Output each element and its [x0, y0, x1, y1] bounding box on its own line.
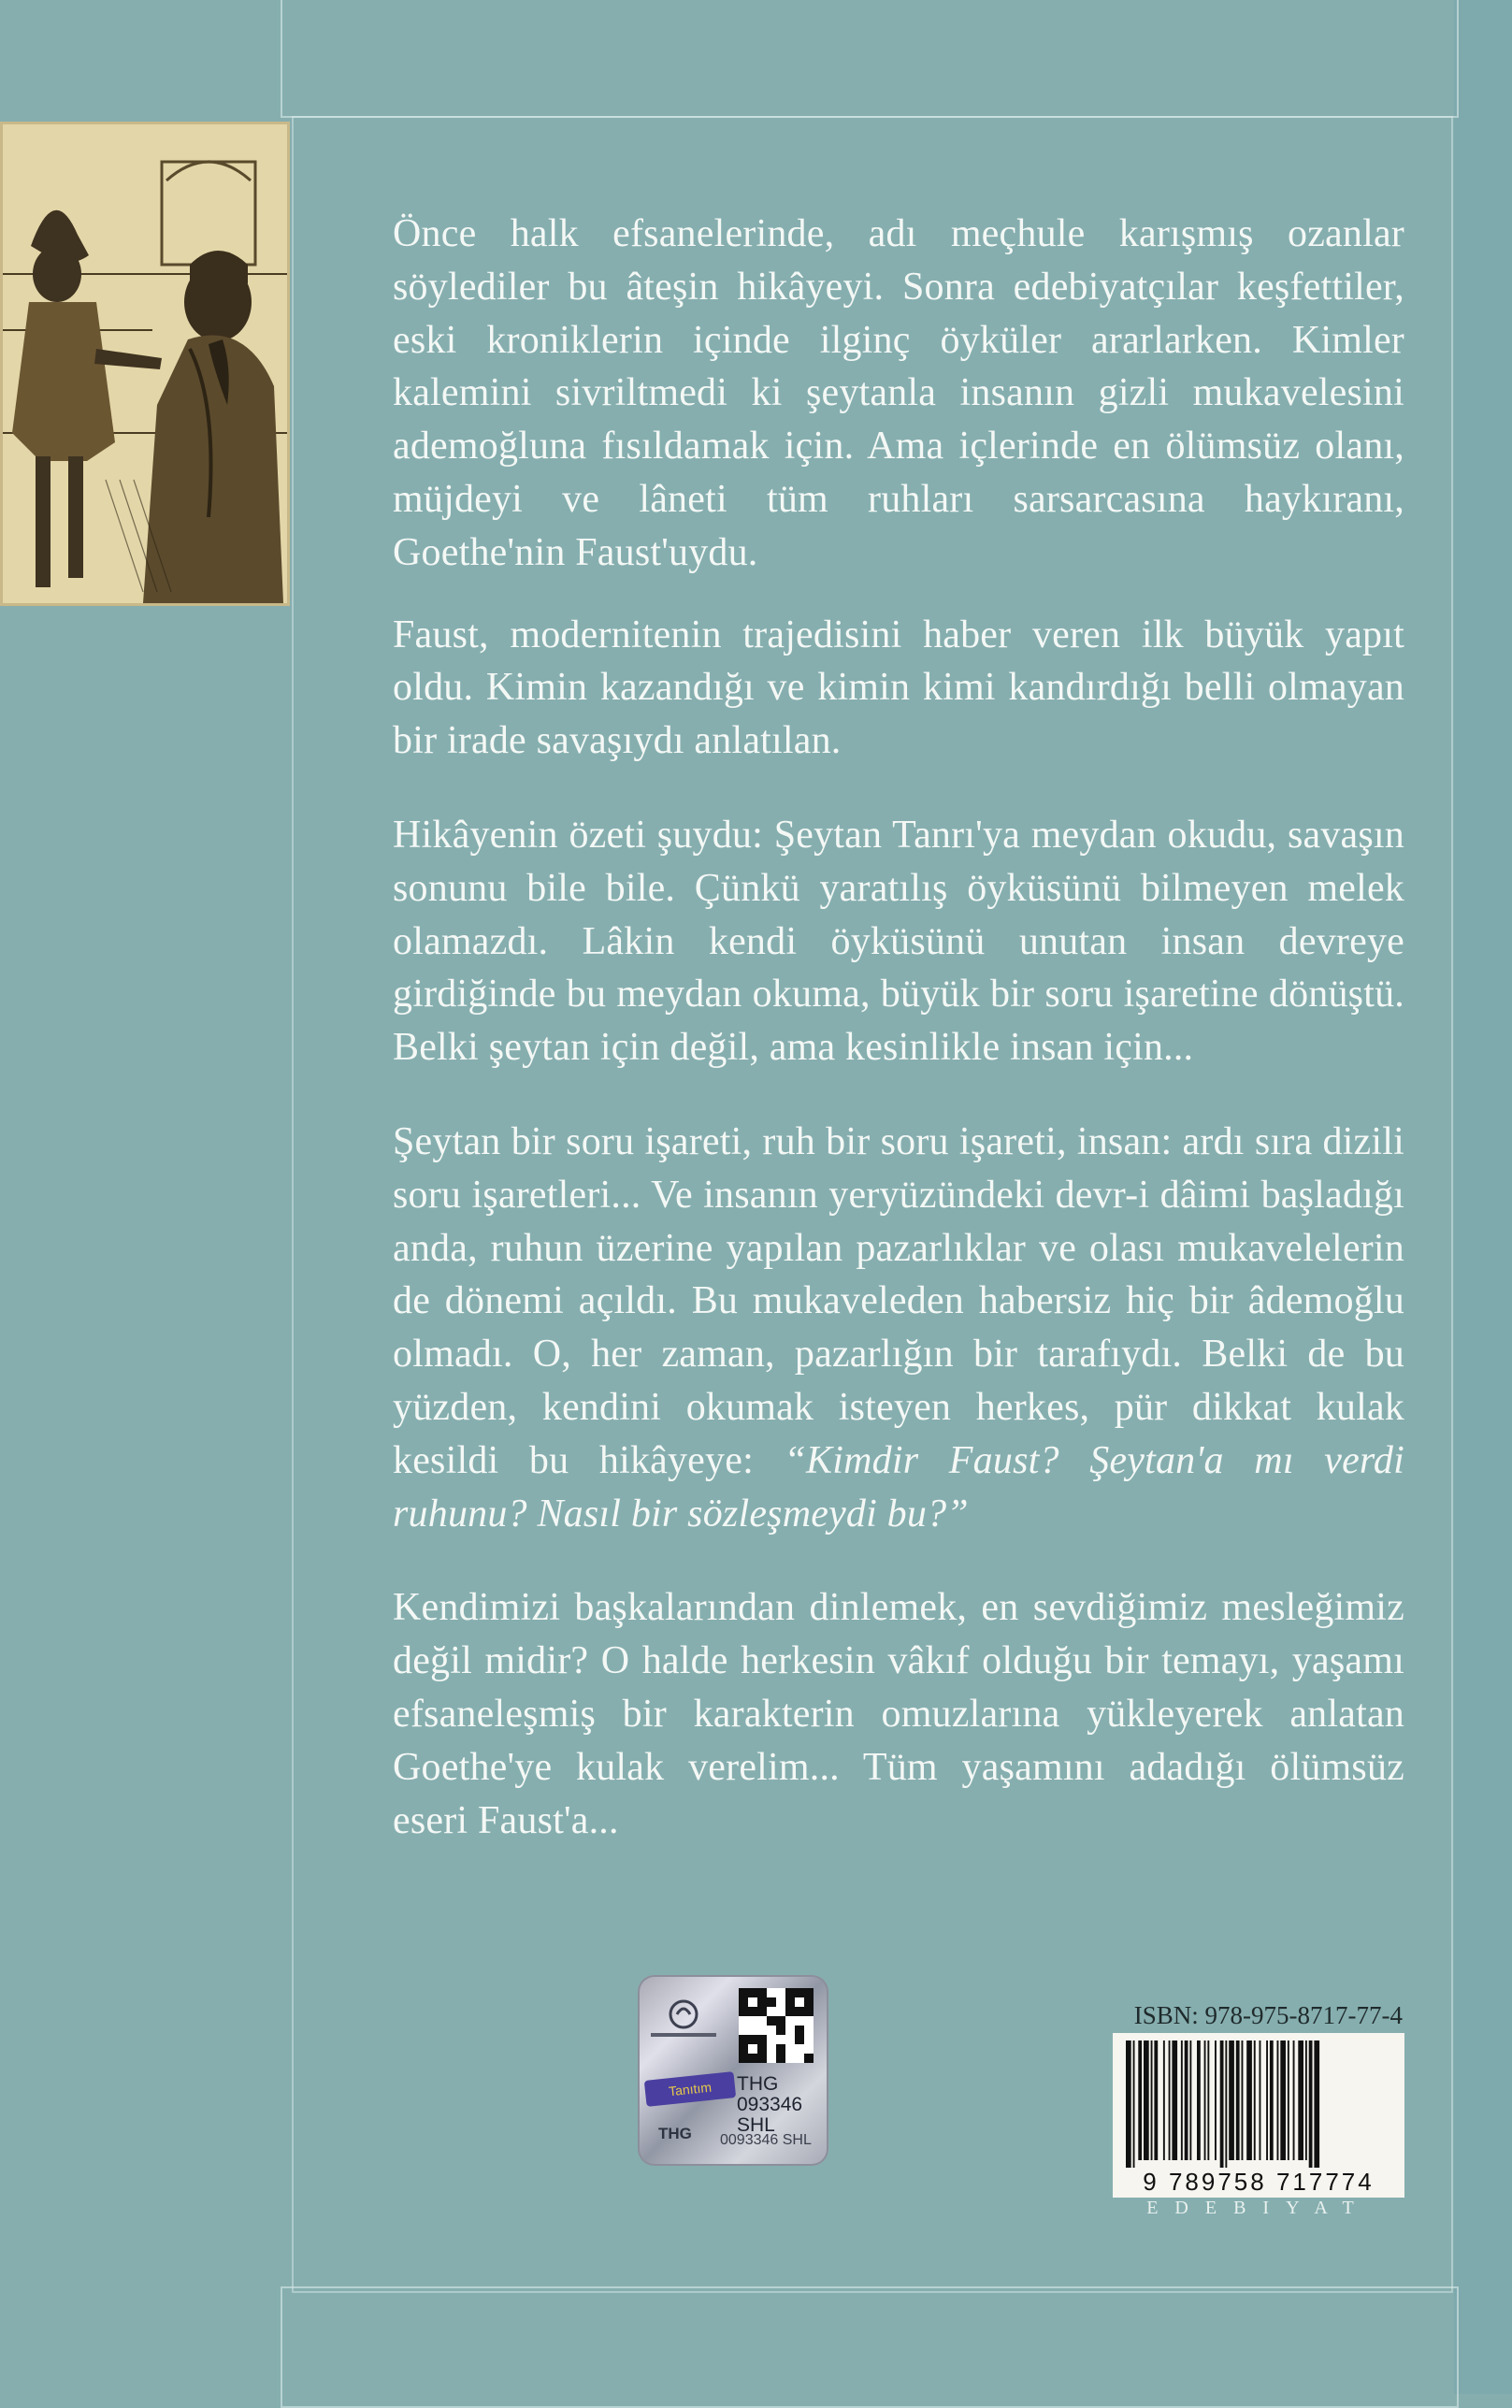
hologram-badge: Tanıtım [644, 2071, 736, 2107]
faust-illustration [0, 122, 290, 606]
engraving-illustration [3, 124, 287, 603]
paragraph-4-quote: “Kimdir Faust? Şeytan'a mı verdi ruhunu? Nasıl bir sözleşmeydi bu?” [393, 1438, 1404, 1536]
paragraph-5: Kendimizi başkalarından dinlemek, en sevdiğimiz mesleğimiz değil midir? O halde herkesin vâkıf olduğu bir temayı, yaşamı efsaneleşmiş bir karakterin omuzlarına yükleyerek anlatan Goethe'ye kulak verelim... Tüm yaşamını adadığı ölümsüz eseri Faust'a... [393, 1586, 1404, 1842]
hologram-bottom-code: 0093346 SHL [720, 2132, 812, 2148]
barcode-icon [1122, 2040, 1395, 2168]
paragraph-4 [393, 1116, 1404, 1540]
hologram-code-line: SHL [737, 2114, 775, 2136]
cover-edge-strip [1454, 0, 1512, 2394]
hologram-left-label: THG [658, 2125, 692, 2142]
qr-code-icon [739, 1988, 814, 2063]
barcode-digits: 9 789758 717774 [1143, 2168, 1375, 2196]
paragraph-2: Faust, modernitenin trajedisini haber veren ilk büyük yapıt oldu. Kimin kazandığı ve kimin kimi kandırdığı belli olmayan bir irade savaşıydı anlatılan. [393, 613, 1404, 763]
paragraph-4-text: Şeytan bir soru işareti, ruh bir soru işareti, insan: ardı sıra dizili soru işaretleri... Ve insanın yeryüzündeki devr-i dâimi başladığı anda, ruhun üzerine yapılan pazarlıklar ve olası mukavelelerin de dönemi açıldı. Bu mukaveleden habersiz hiç bir âdemoğlu olmadı. O, her zaman, pazarlığın bir tarafıydı. Belki de bu yüzden, kendini okumak isteyen herkes, pür dikkat kulak kesildi bu hikâyeye: [393, 1119, 1404, 1482]
paragraph-1: Önce halk efsanelerinde, adı meçhule karışmış ozanlar söylediler bu âteşin hikâyeyi. Sonra edebiyatçılar keşfettiler, eski kroniklerin içinde ilginç öyküler ararlarken. Kimler kalemini sivriltmedi ki şeytanla insanın gizli mukavelesini ademoğluna fısıldamak için. Ama içlerinde en ölümsüz olanı, müjdeyi ve lâneti tüm ruhları sarsarcasına haykıranı, Goethe'nin Faust'uydu. [393, 212, 1404, 574]
paragraph-3: Hikâyenin özeti şuydu: Şeytan Tanrı'ya meydan okudu, savaşın sonunu bile bile. Çünkü yaratılış öyküsünü bilmeyen melek olamazdı. Lâkin kendi öyküsünü unutan insan devreye girdiğinde bu meydan okuma, büyük bir soru işaretine dönüştü. Belki şeytan için değil, ama kesinlikle insan için... [393, 813, 1404, 1070]
isbn-barcode [1113, 2033, 1404, 2198]
back-cover-text [393, 208, 1404, 1876]
isbn-label: ISBN: 978-975-8717-77-4 [1133, 2001, 1403, 2029]
hologram-code-line: THG [737, 2073, 779, 2095]
top-frame-panel [281, 0, 1459, 118]
publisher-logo-icon [645, 1996, 722, 2042]
hologram-code [737, 2074, 823, 2136]
hologram-sticker [638, 1975, 828, 2166]
category-label: EDEBIYAT [1146, 2198, 1371, 2218]
bottom-frame-panel [281, 2286, 1459, 2408]
hologram-code-line: 093346 [737, 2094, 803, 2115]
